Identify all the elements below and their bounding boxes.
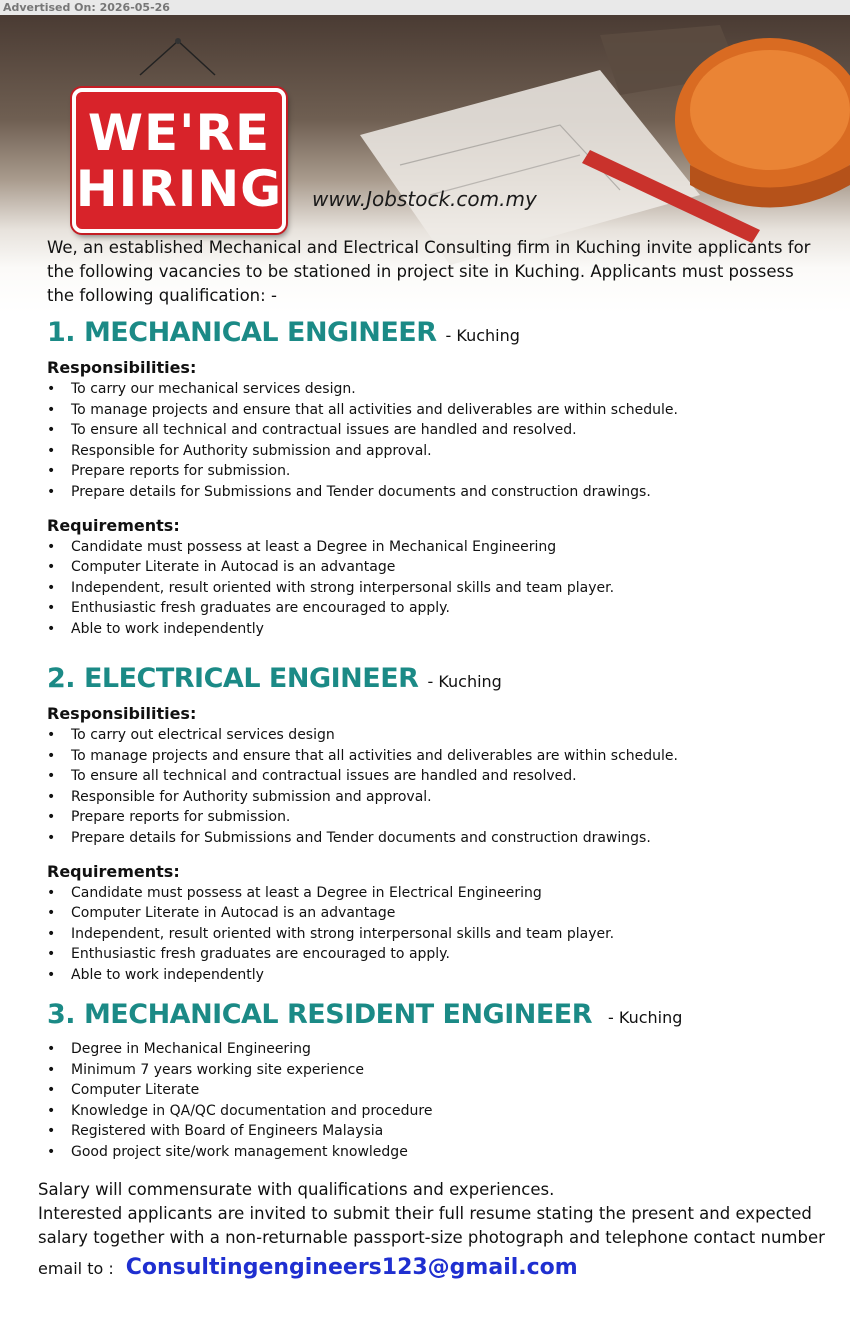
list-item: • To carry our mechanical services design. [47, 379, 827, 400]
list-item: • Prepare details for Submissions and Tender documents and construction drawings. [47, 482, 827, 503]
intro-paragraph: We, an established Mechanical and Electrical Consulting firm in Kuching invite applicants for the following vacancies to be stationed in project site in Kuching. Applicants must possess the following qualification: - [47, 238, 811, 305]
job-mechanical-resident-engineer [47, 999, 827, 1163]
list-item: • Independent, result oriented with strong interpersonal skills and team player. [47, 578, 827, 599]
list-item: • To ensure all technical and contractual issues are handled and resolved. [47, 420, 827, 441]
job-location: - Kuching [445, 326, 520, 345]
advertised-date: Advertised On: 2026-05-26 [3, 1, 170, 14]
list-item: • Able to work independently [47, 965, 827, 986]
job-location: - Kuching [427, 672, 502, 691]
email-row [38, 1256, 828, 1281]
list-item: • Responsible for Authority submission and approval. [47, 787, 827, 808]
hiring-sign-line2: HIRING [75, 159, 283, 218]
job-title: 3. MECHANICAL RESIDENT ENGINEER [47, 999, 593, 1030]
list-item: • To ensure all technical and contractual issues are handled and resolved. [47, 766, 827, 787]
hiring-sign [72, 88, 286, 233]
job-title-row [47, 317, 827, 357]
requirements-list [47, 1039, 827, 1163]
list-item: • Candidate must possess at least a Degree in Mechanical Engineering [47, 537, 827, 558]
requirements-heading: Requirements: [47, 515, 180, 535]
list-item: • Minimum 7 years working site experience [47, 1060, 827, 1081]
responsibilities-list [47, 379, 827, 503]
job-title-row [47, 663, 827, 703]
list-item: • Independent, result oriented with strong interpersonal skills and team player. [47, 924, 827, 945]
apply-instructions: Interested applicants are invited to submit their full resume stating the present and expected salary together with a non-returnable passport-size photograph and telephone contact number [38, 1204, 825, 1247]
list-item: • Candidate must possess at least a Degree in Electrical Engineering [47, 883, 827, 904]
list-item: • To carry out electrical services design [47, 725, 827, 746]
list-item: • Knowledge in QA/QC documentation and procedure [47, 1101, 827, 1122]
list-item: • Good project site/work management knowledge [47, 1142, 827, 1163]
requirements-list [47, 537, 827, 640]
list-item: • Prepare reports for submission. [47, 807, 827, 828]
list-item: • Prepare details for Submissions and Tender documents and construction drawings. [47, 828, 827, 849]
responsibilities-heading: Responsibilities: [47, 704, 197, 723]
list-item: • Degree in Mechanical Engineering [47, 1039, 827, 1060]
salary-note: Salary will commensurate with qualifications and experiences. [38, 1180, 555, 1199]
list-item: • Computer Literate in Autocad is an advantage [47, 557, 827, 578]
email-address[interactable]: Consultingengineers123@gmail.com [125, 1255, 578, 1280]
list-item: • Enthusiastic fresh graduates are encouraged to apply. [47, 944, 827, 965]
job-electrical-engineer [47, 663, 827, 986]
website-text: www.Jobstock.com.my [312, 187, 537, 211]
responsibilities-list [47, 725, 827, 849]
hiring-sign-line1: WE'RE [87, 103, 271, 162]
list-item: • Enthusiastic fresh graduates are encouraged to apply. [47, 598, 827, 619]
list-item: • Computer Literate [47, 1080, 827, 1101]
requirements-list [47, 883, 827, 986]
job-location: - Kuching [608, 1008, 683, 1027]
list-item: • Prepare reports for submission. [47, 461, 827, 482]
job-title: 2. ELECTRICAL ENGINEER [47, 663, 419, 694]
job-title: 1. MECHANICAL ENGINEER [47, 317, 437, 348]
requirements-heading: Requirements: [47, 861, 180, 881]
list-item: • Able to work independently [47, 619, 827, 640]
job-title-row [47, 999, 827, 1039]
list-item: • Registered with Board of Engineers Malaysia [47, 1121, 827, 1142]
list-item: • To manage projects and ensure that all activities and deliverables are within schedule. [47, 400, 827, 421]
responsibilities-heading: Responsibilities: [47, 358, 197, 377]
list-item: • To manage projects and ensure that all activities and deliverables are within schedule. [47, 746, 827, 767]
email-label: email to : [38, 1259, 114, 1278]
advertised-bar [0, 0, 850, 15]
application-footer [38, 1178, 828, 1281]
list-item: • Computer Literate in Autocad is an advantage [47, 903, 827, 924]
list-item: • Responsible for Authority submission and approval. [47, 441, 827, 462]
job-mechanical-engineer [47, 317, 827, 640]
